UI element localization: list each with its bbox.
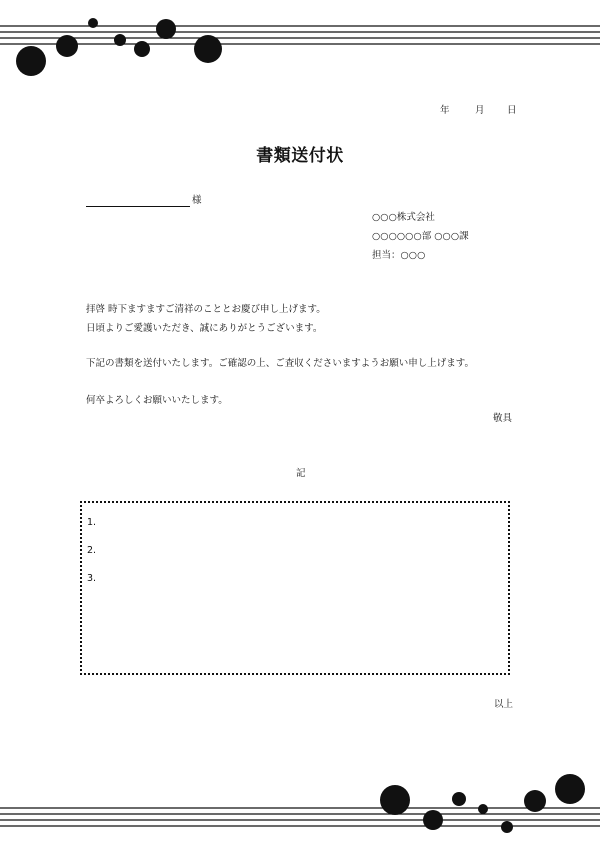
body-greeting: 拝啓 時下ますますご清祥のこととお慶び申し上げます。: [86, 304, 326, 315]
list-item-number: 3.: [87, 573, 97, 584]
notes-heading: 記: [296, 468, 306, 479]
date-year-label: 年: [440, 105, 450, 116]
recipient-honorific: 様: [192, 195, 202, 206]
enclosure-list-box: [80, 501, 510, 675]
list-item-number: 2.: [87, 545, 97, 556]
top-border-lines: [0, 26, 600, 44]
body-closing-request: 何卒よろしくお願いいたします。: [86, 395, 228, 406]
sender-department: ○○○○○○部 ○○○課: [372, 231, 469, 242]
document-title: 書類送付状: [256, 146, 344, 166]
recipient-name-line[interactable]: [86, 206, 190, 207]
body-request: 下記の書類を送付いたします。ご確認の上、ご査収くださいますようお願い申し上げます。: [86, 358, 474, 369]
top-dots: [16, 18, 222, 76]
sender-company: ○○○株式会社: [372, 212, 435, 223]
body-closing: 敬具: [493, 413, 513, 424]
body-thanks: 日頃よりご愛護いただき、誠にありがとうございます。: [86, 323, 323, 334]
list-item-number: 1.: [87, 517, 97, 528]
end-mark: 以上: [494, 699, 514, 710]
date-month-label: 月: [475, 105, 485, 116]
bottom-dots: [380, 774, 585, 833]
date-day-label: 日: [507, 105, 517, 116]
sender-contact: 担当：○○○: [372, 250, 426, 261]
